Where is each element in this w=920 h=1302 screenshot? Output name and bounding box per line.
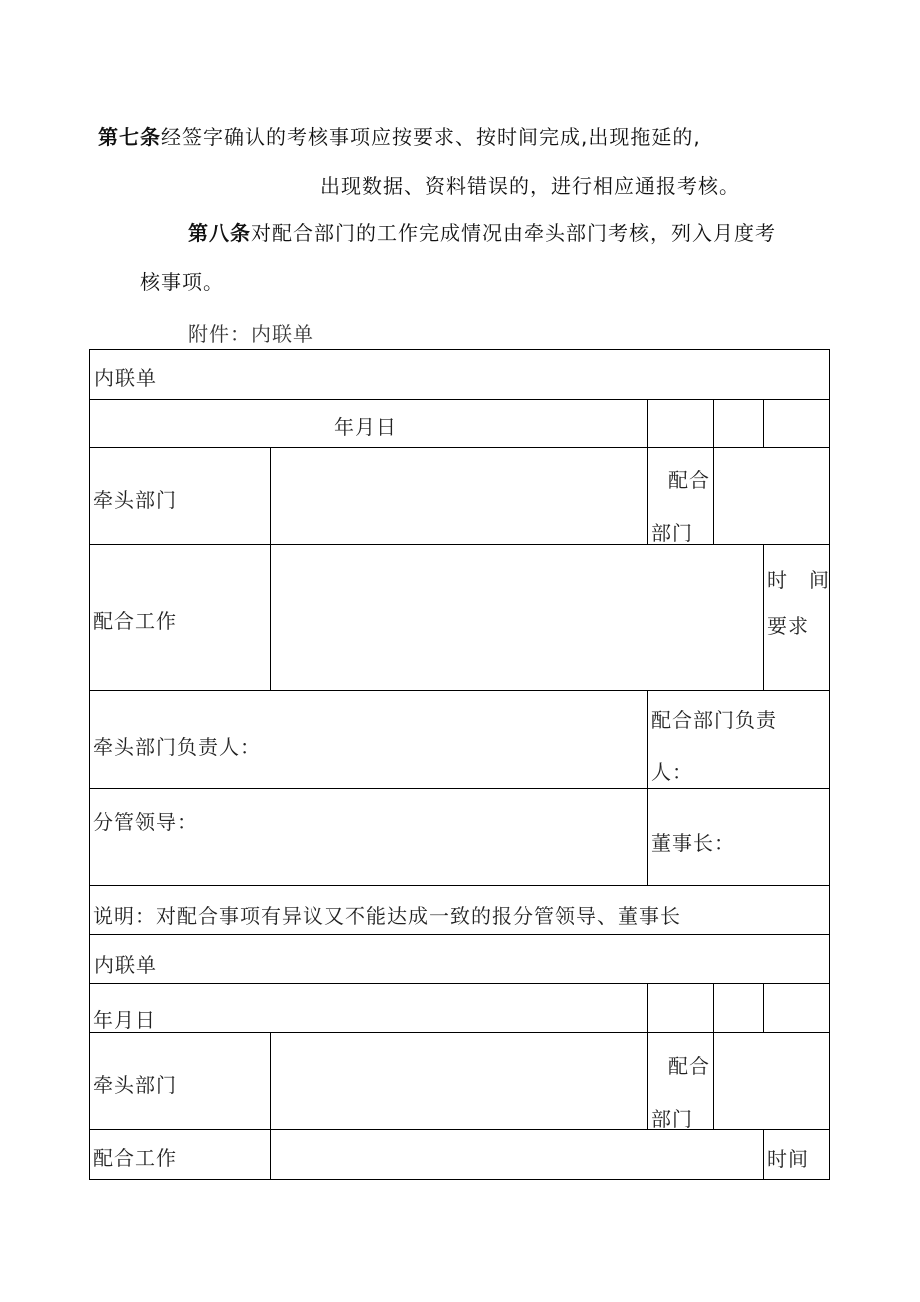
form-1-lead-head-label: 牵头部门负责人： xyxy=(93,735,261,759)
form-1-leader-label: 分管领导： xyxy=(93,810,198,834)
form-1-title: 内联单 xyxy=(94,366,157,390)
form-1-coop-dept-label-line-2: 部门 xyxy=(651,521,693,545)
table-divider xyxy=(89,788,830,789)
form-1-lead-dept-field[interactable] xyxy=(271,448,647,544)
form-2-lead-dept-label: 牵头部门 xyxy=(93,1073,177,1097)
form-1-coop-work-field[interactable] xyxy=(271,545,763,690)
form-2-date: 年月日 xyxy=(93,1008,156,1032)
table-divider xyxy=(763,983,764,1033)
table-divider xyxy=(763,399,764,448)
table-divider xyxy=(89,1179,830,1180)
form-1-chairman-label: 董事长： xyxy=(651,831,735,855)
table-divider xyxy=(89,349,830,350)
form-1-coop-head-label-line-2: 人： xyxy=(651,760,693,784)
form-1-note: 说明：对配合事项有异议又不能达成一致的报分管领导、董事长 xyxy=(93,904,681,928)
table-divider xyxy=(647,399,648,545)
form-2-time-req-label: 时间 xyxy=(767,1147,809,1171)
table-divider xyxy=(89,399,830,400)
table-divider xyxy=(89,934,830,935)
table-divider xyxy=(647,983,648,1130)
table-divider xyxy=(763,1129,764,1180)
form-2-coop-dept-label-line-1: 配合 xyxy=(668,1054,710,1078)
article-7-text: 经签字确认的考核事项应按要求、按时间完成,出现拖延的, xyxy=(161,125,701,149)
form-2-coop-work-field[interactable] xyxy=(271,1130,763,1179)
attachment-label: 附件：内联单 xyxy=(188,322,314,346)
form-1-coop-dept-field[interactable] xyxy=(714,448,829,544)
table-divider xyxy=(89,690,830,691)
form-1-coop-dept-label-line-1: 配合 xyxy=(668,468,710,492)
table-border-right xyxy=(829,349,830,1180)
form-2-lead-dept-field[interactable] xyxy=(271,1033,647,1129)
article-7-line-2: 出现数据、资料错误的，进行相应通报考核。 xyxy=(320,174,740,198)
form-2-coop-dept-field[interactable] xyxy=(714,1033,829,1129)
table-divider xyxy=(647,690,648,886)
form-1-time-req-label-line-2: 要求 xyxy=(767,614,809,638)
article-7-line-1 xyxy=(98,125,701,149)
table-divider xyxy=(89,885,830,886)
article-8-line-2: 核事项。 xyxy=(140,270,224,294)
article-8-line-1 xyxy=(188,221,776,245)
article-8-heading: 第八条 xyxy=(188,221,251,245)
table-divider xyxy=(89,983,830,984)
article-8-text: 对配合部门的工作完成情况由牵头部门考核，列入月度考 xyxy=(251,221,776,245)
form-1-coop-work-label: 配合工作 xyxy=(93,609,177,633)
article-7-heading: 第七条 xyxy=(98,125,161,149)
form-2-coop-dept-label-line-2: 部门 xyxy=(651,1107,693,1131)
form-1-time-req-label-line-1: 时 间 xyxy=(767,568,830,592)
table-divider xyxy=(763,544,764,691)
form-2-title: 内联单 xyxy=(94,953,157,977)
form-2-coop-work-label: 配合工作 xyxy=(93,1146,177,1170)
form-1-coop-head-label-line-1: 配合部门负责 xyxy=(651,708,777,732)
form-1-date: 年月日 xyxy=(334,415,397,439)
form-1-lead-dept-label: 牵头部门 xyxy=(93,488,177,512)
table-border-left xyxy=(89,349,90,1180)
